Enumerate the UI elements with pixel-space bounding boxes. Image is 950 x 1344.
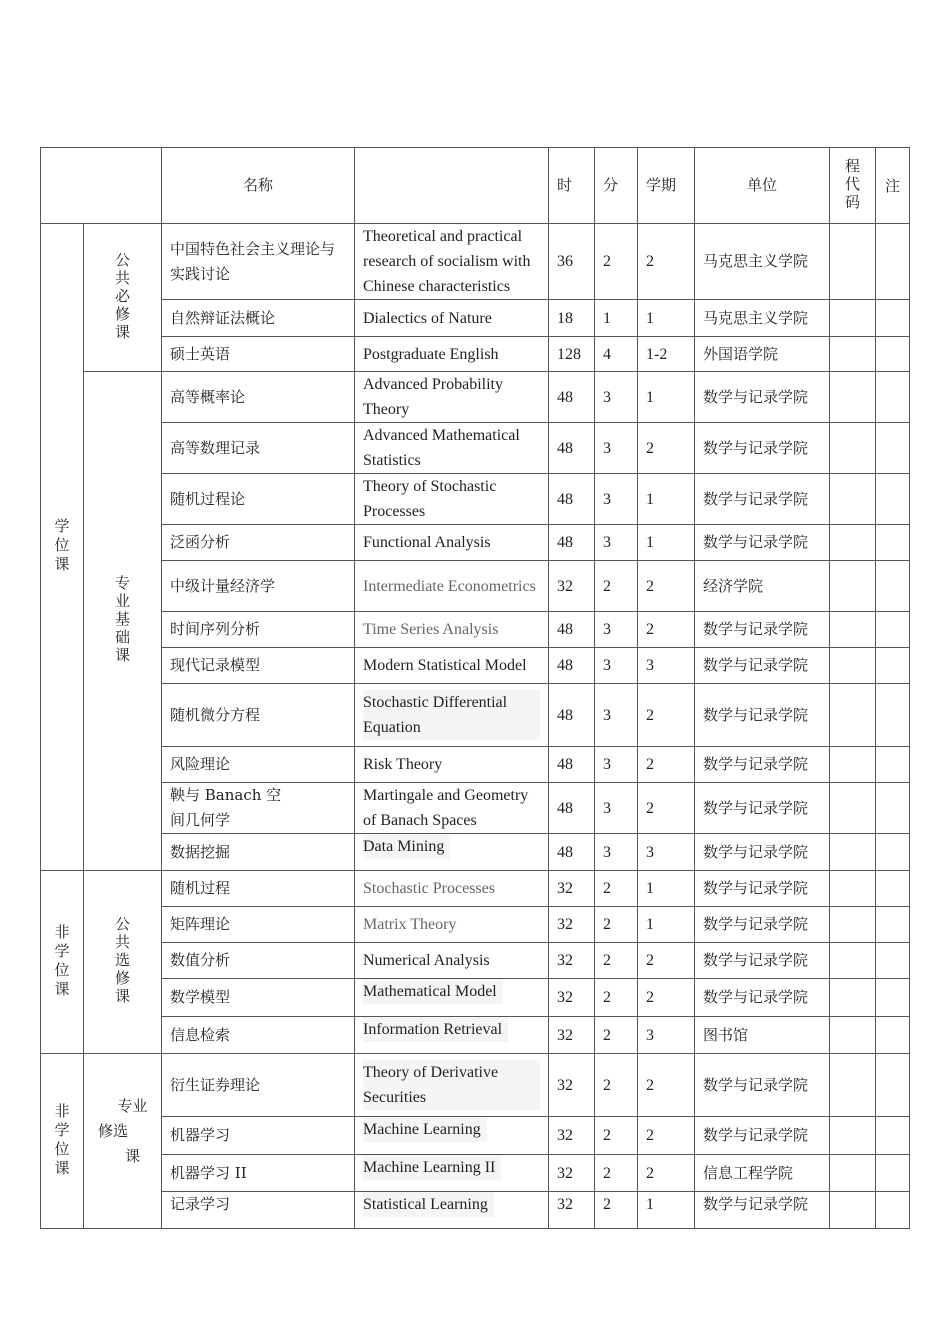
course-name-en: Functional Analysis: [355, 525, 549, 561]
header-semester: 学期: [638, 148, 695, 224]
course-department: 数学与记录学院: [695, 525, 830, 561]
course-hours: 32: [549, 1155, 595, 1192]
course-code: [830, 525, 876, 561]
course-hours: 48: [549, 648, 595, 684]
table-row: [41, 943, 910, 979]
header-name-en: [355, 148, 549, 224]
course-department: 数学与记录学院: [695, 1117, 830, 1155]
course-credits: 2: [595, 979, 638, 1017]
course-semester: 1: [638, 525, 695, 561]
course-note: [876, 1155, 910, 1192]
course-department: 数学与记录学院: [695, 684, 830, 747]
major-elective-line-1: 专业: [117, 1097, 148, 1115]
course-name-en: Risk Theory: [355, 747, 549, 783]
course-note: [876, 423, 910, 474]
course-name-en: Dialectics of Nature: [355, 300, 549, 337]
course-semester: 2: [638, 612, 695, 648]
course-hours: 48: [549, 783, 595, 834]
course-note: [876, 525, 910, 561]
table-row: [41, 1192, 910, 1229]
course-semester: 3: [638, 1017, 695, 1054]
course-name-cn: 鞅与 Banach 空间几何学: [162, 783, 355, 834]
table-row: [41, 648, 910, 684]
course-code: [830, 423, 876, 474]
course-hours: 36: [549, 224, 595, 300]
course-name-cn: 记录学习: [162, 1192, 355, 1229]
course-hours: 32: [549, 1017, 595, 1054]
course-code: [830, 1054, 876, 1117]
major-elective-line-3: 课: [124, 1147, 140, 1165]
course-code: [830, 612, 876, 648]
course-name-en: Statistical Learning: [355, 1192, 549, 1229]
table-row: [41, 474, 910, 525]
course-semester: 1: [638, 300, 695, 337]
course-hours: 48: [549, 525, 595, 561]
course-name-en: Stochastic Processes: [355, 871, 549, 907]
course-department: 数学与记录学院: [695, 1192, 830, 1229]
course-note: [876, 907, 910, 943]
category-public-required: 公共必修课: [84, 224, 162, 372]
course-semester: 3: [638, 834, 695, 871]
course-name-cn: 信息检索: [162, 1017, 355, 1054]
course-name-en: Time Series Analysis: [355, 612, 549, 648]
course-hours: 32: [549, 1054, 595, 1117]
course-credits: 2: [595, 871, 638, 907]
course-code: [830, 834, 876, 871]
course-department: 图书馆: [695, 1017, 830, 1054]
course-name-en: Mathematical Model: [355, 979, 549, 1017]
table-row: [41, 612, 910, 648]
course-department: 数学与记录学院: [695, 612, 830, 648]
course-credits: 2: [595, 1192, 638, 1229]
course-semester: 1-2: [638, 337, 695, 372]
course-name-cn: 机器学习 II: [162, 1155, 355, 1192]
course-hours: 32: [549, 943, 595, 979]
course-hours: 48: [549, 474, 595, 525]
header-blank: [41, 148, 162, 224]
course-name-en: Data Mining: [355, 834, 549, 871]
course-code: [830, 337, 876, 372]
course-credits: 4: [595, 337, 638, 372]
course-semester: 2: [638, 979, 695, 1017]
course-department: 数学与记录学院: [695, 871, 830, 907]
course-semester: 2: [638, 783, 695, 834]
course-note: [876, 1192, 910, 1229]
course-credits: 1: [595, 300, 638, 337]
course-hours: 48: [549, 612, 595, 648]
course-credits: 2: [595, 943, 638, 979]
course-hours: 32: [549, 1192, 595, 1229]
course-semester: 1: [638, 871, 695, 907]
course-name-en: Theory of Derivative Securities: [355, 1054, 549, 1117]
course-code: [830, 907, 876, 943]
course-name-cn: 衍生证券理论: [162, 1054, 355, 1117]
course-semester: 3: [638, 648, 695, 684]
header-department: 单位: [695, 148, 830, 224]
course-credits: 2: [595, 907, 638, 943]
course-credits: 3: [595, 474, 638, 525]
table-row: [41, 979, 910, 1017]
group-nondegree-public: 非学位课: [41, 871, 84, 1054]
course-note: [876, 300, 910, 337]
course-code: [830, 300, 876, 337]
course-semester: 2: [638, 1155, 695, 1192]
course-hours: 48: [549, 747, 595, 783]
course-hours: 32: [549, 1117, 595, 1155]
course-department: 数学与记录学院: [695, 834, 830, 871]
group-degree: 学位课: [41, 224, 84, 871]
table-row: [41, 1017, 910, 1054]
course-note: [876, 834, 910, 871]
table-row: [41, 224, 910, 300]
course-hours: 48: [549, 834, 595, 871]
course-semester: 2: [638, 747, 695, 783]
course-note: [876, 1117, 910, 1155]
course-credits: 2: [595, 561, 638, 612]
category-major-basic: 专业基础课: [84, 372, 162, 871]
course-credits: 3: [595, 747, 638, 783]
course-department: 数学与记录学院: [695, 979, 830, 1017]
course-semester: 2: [638, 1117, 695, 1155]
table-row: [41, 834, 910, 871]
course-code: [830, 943, 876, 979]
course-note: [876, 337, 910, 372]
course-name-en: Machine Learning: [355, 1117, 549, 1155]
course-name-cn: 风险理论: [162, 747, 355, 783]
course-semester: 2: [638, 224, 695, 300]
header-credits: 分: [595, 148, 638, 224]
table-row: [41, 871, 910, 907]
course-hours: 32: [549, 979, 595, 1017]
header-note: 注: [876, 148, 910, 224]
group-nondegree-major: 非学位课: [41, 1054, 84, 1229]
course-hours: 32: [549, 907, 595, 943]
course-department: 信息工程学院: [695, 1155, 830, 1192]
table-row: [41, 423, 910, 474]
course-name-en: Advanced Probability Theory: [355, 372, 549, 423]
course-credits: 3: [595, 423, 638, 474]
course-name-cn: 自然辩证法概论: [162, 300, 355, 337]
course-note: [876, 783, 910, 834]
course-credits: 3: [595, 525, 638, 561]
course-note: [876, 1054, 910, 1117]
course-credits: 2: [595, 1117, 638, 1155]
category-public-elective: 公共选修课: [84, 871, 162, 1054]
course-department: 外国语学院: [695, 337, 830, 372]
course-name-en: Numerical Analysis: [355, 943, 549, 979]
course-credits: 2: [595, 1155, 638, 1192]
course-name-en: Stochastic Differential Equation: [355, 684, 549, 747]
header-code: 程代码: [830, 148, 876, 224]
course-note: [876, 979, 910, 1017]
course-code: [830, 1017, 876, 1054]
category-major-elective: [84, 1054, 162, 1229]
table-row: [41, 1155, 910, 1192]
course-name-en: Modern Statistical Model: [355, 648, 549, 684]
course-department: 数学与记录学院: [695, 423, 830, 474]
course-credits: 2: [595, 1017, 638, 1054]
table-row: [41, 1054, 910, 1117]
table-row: [41, 907, 910, 943]
course-hours: 32: [549, 561, 595, 612]
course-table: [40, 147, 910, 1229]
course-department: 数学与记录学院: [695, 943, 830, 979]
table-row: [41, 337, 910, 372]
course-name-cn: 时间序列分析: [162, 612, 355, 648]
course-credits: 3: [595, 783, 638, 834]
course-department: 数学与记录学院: [695, 648, 830, 684]
course-name-cn: 数据挖掘: [162, 834, 355, 871]
course-note: [876, 372, 910, 423]
course-code: [830, 1192, 876, 1229]
course-name-cn: 随机微分方程: [162, 684, 355, 747]
course-department: 数学与记录学院: [695, 372, 830, 423]
course-hours: 48: [549, 684, 595, 747]
course-credits: 3: [595, 648, 638, 684]
course-name-en: Information Retrieval: [355, 1017, 549, 1054]
course-code: [830, 648, 876, 684]
course-name-en: Theory of Stochastic Processes: [355, 474, 549, 525]
course-name-cn: 泛函分析: [162, 525, 355, 561]
course-semester: 1: [638, 474, 695, 525]
course-department: 经济学院: [695, 561, 830, 612]
course-name-cn: 高等概率论: [162, 372, 355, 423]
course-name-cn: 数学模型: [162, 979, 355, 1017]
course-semester: 2: [638, 423, 695, 474]
course-hours: 18: [549, 300, 595, 337]
table-row: [41, 372, 910, 423]
table-row: [41, 300, 910, 337]
course-hours: 128: [549, 337, 595, 372]
course-hours: 48: [549, 372, 595, 423]
course-name-cn: 现代记录模型: [162, 648, 355, 684]
course-code: [830, 561, 876, 612]
course-hours: 32: [549, 871, 595, 907]
major-elective-line-2: 修选: [98, 1122, 129, 1140]
course-name-en: Postgraduate English: [355, 337, 549, 372]
course-semester: 1: [638, 372, 695, 423]
course-name-cn: 随机过程论: [162, 474, 355, 525]
table-row: [41, 783, 910, 834]
course-code: [830, 474, 876, 525]
course-semester: 2: [638, 684, 695, 747]
header-row: [41, 148, 910, 224]
course-note: [876, 684, 910, 747]
course-code: [830, 1117, 876, 1155]
course-name-cn: 中国特色社会主义理论与实践讨论: [162, 224, 355, 300]
course-name-en: Advanced Mathematical Statistics: [355, 423, 549, 474]
course-department: 数学与记录学院: [695, 747, 830, 783]
course-credits: 3: [595, 834, 638, 871]
table-row: [41, 747, 910, 783]
course-name-cn: 高等数理记录: [162, 423, 355, 474]
course-name-en: Theoretical and practical research of socialism with Chinese characteristics: [355, 224, 549, 300]
header-hours: 时: [549, 148, 595, 224]
course-semester: 1: [638, 907, 695, 943]
course-code: [830, 871, 876, 907]
course-semester: 2: [638, 1054, 695, 1117]
course-department: 数学与记录学院: [695, 907, 830, 943]
table-row: [41, 525, 910, 561]
course-department: 数学与记录学院: [695, 474, 830, 525]
course-code: [830, 783, 876, 834]
course-credits: 3: [595, 372, 638, 423]
course-name-en: Martingale and Geometry of Banach Spaces: [355, 783, 549, 834]
course-name-en: Intermediate Econometrics: [355, 561, 549, 612]
course-name-cn: 数值分析: [162, 943, 355, 979]
course-credits: 2: [595, 1054, 638, 1117]
header-name-cn: 名称: [162, 148, 355, 224]
course-code: [830, 684, 876, 747]
table-row: [41, 1117, 910, 1155]
table-row: [41, 684, 910, 747]
course-note: [876, 747, 910, 783]
course-department: 数学与记录学院: [695, 1054, 830, 1117]
course-credits: 2: [595, 224, 638, 300]
course-name-cn: 机器学习: [162, 1117, 355, 1155]
course-name-en: Machine Learning II: [355, 1155, 549, 1192]
course-note: [876, 474, 910, 525]
table-row: [41, 561, 910, 612]
course-name-en: Matrix Theory: [355, 907, 549, 943]
course-department: 马克思主义学院: [695, 224, 830, 300]
course-note: [876, 224, 910, 300]
course-name-cn: 矩阵理论: [162, 907, 355, 943]
course-hours: 48: [549, 423, 595, 474]
course-note: [876, 1017, 910, 1054]
course-code: [830, 372, 876, 423]
course-code: [830, 224, 876, 300]
course-code: [830, 747, 876, 783]
course-semester: 1: [638, 1192, 695, 1229]
course-note: [876, 871, 910, 907]
course-semester: 2: [638, 561, 695, 612]
course-name-cn: 硕士英语: [162, 337, 355, 372]
course-credits: 3: [595, 684, 638, 747]
course-name-cn: 中级计量经济学: [162, 561, 355, 612]
course-credits: 3: [595, 612, 638, 648]
course-code: [830, 979, 876, 1017]
course-code: [830, 1155, 876, 1192]
course-department: 马克思主义学院: [695, 300, 830, 337]
course-department: 数学与记录学院: [695, 783, 830, 834]
course-name-cn: 随机过程: [162, 871, 355, 907]
course-note: [876, 561, 910, 612]
course-note: [876, 943, 910, 979]
course-semester: 2: [638, 943, 695, 979]
course-note: [876, 612, 910, 648]
course-note: [876, 648, 910, 684]
